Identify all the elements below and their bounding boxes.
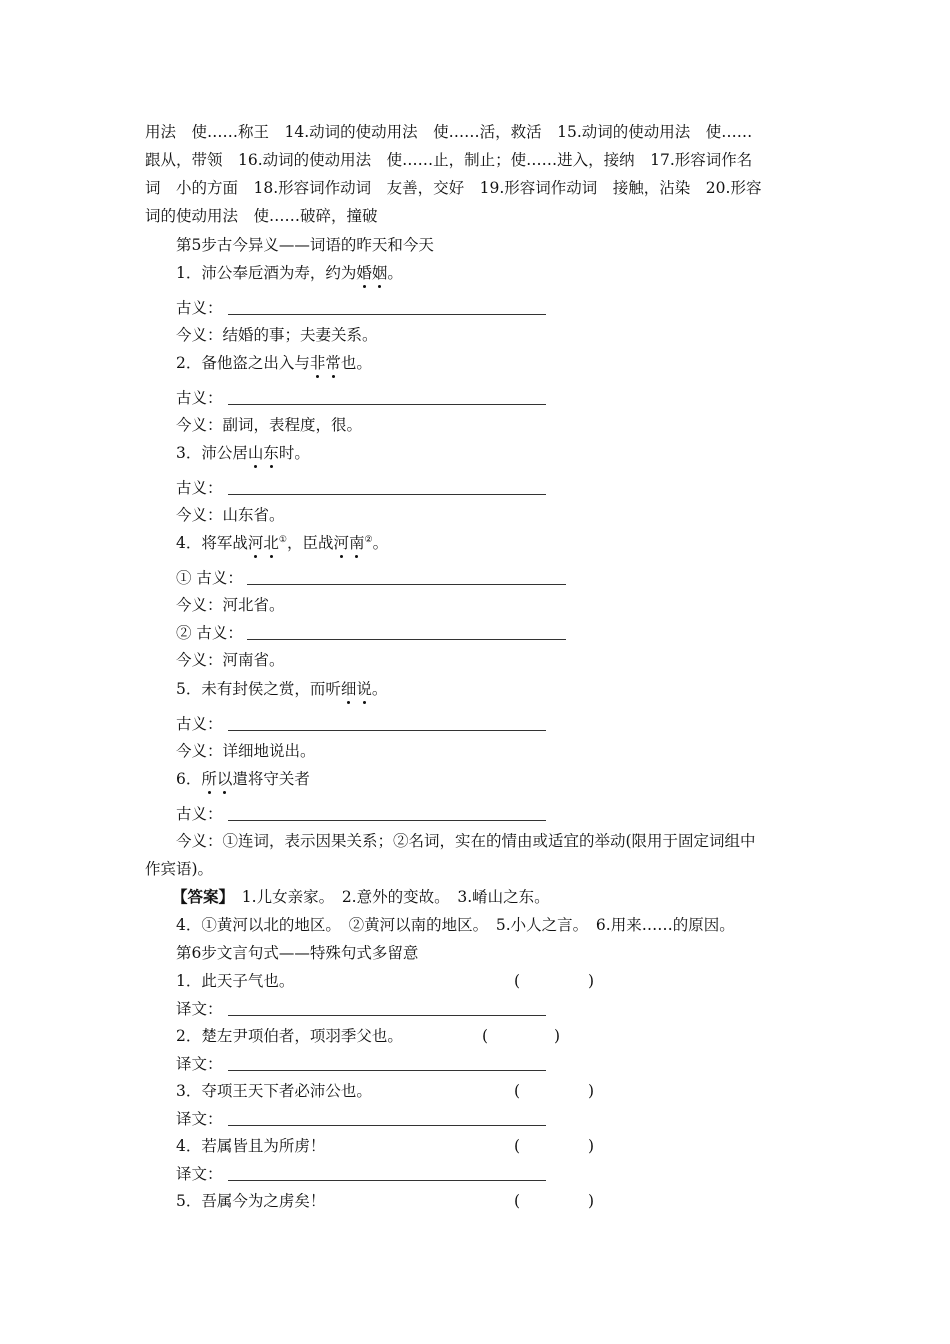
gu-label: 古义：	[176, 299, 223, 317]
answer-continued-line: 词 小的方面 18.形容词作动词 友善，交好 19.形容词作动词 接触，沾染 20.形容	[145, 179, 762, 197]
translation-label: 译文：	[176, 1110, 223, 1128]
step5-heading: 第5步古今异义——词语的昨天和今天	[176, 236, 434, 254]
jin-meaning-cont: 作宾语)。	[145, 860, 214, 878]
translation-blank[interactable]	[228, 1015, 546, 1016]
paren-left: (	[514, 972, 521, 990]
sentence-item: 3．夺项王天下者必沛公也。	[176, 1082, 372, 1100]
gu-label: ② 古义：	[176, 624, 243, 642]
answer-blank[interactable]	[228, 404, 546, 405]
step6-heading: 第6步文言句式——特殊句式多留意	[176, 944, 419, 962]
answer-blank[interactable]	[247, 584, 566, 585]
answer-continued-line: 跟从，带领 16.动词的使动用法 使……止，制止；使……进入，接纳 17.形容词作名	[145, 151, 753, 169]
translation-label: 译文：	[176, 1000, 223, 1018]
answer-blank[interactable]	[228, 820, 546, 821]
paren-right: )	[588, 1192, 595, 1210]
answer-continued-line: 用法 使……称王 14.动词的使动用法 使……活，救活 15.动词的使动用法 使……	[145, 123, 753, 141]
answer-line-2: 4．①黄河以北的地区。 ②黄河以南的地区。 5.小人之言。 6.用来……的原因。	[176, 916, 735, 934]
question-6: 6．所以遣将守关者	[176, 770, 310, 788]
paren-right: )	[588, 1137, 595, 1155]
paren-left: (	[482, 1027, 489, 1045]
sentence-item: 5．吾属今为之虏矣！	[176, 1192, 326, 1210]
translation-label: 译文：	[176, 1165, 223, 1183]
translation-blank[interactable]	[228, 1070, 546, 1071]
sentence-item: 2．楚左尹项伯者，项羽季父也。	[176, 1027, 403, 1045]
jin-meaning: 今义：副词，表程度，很。	[176, 416, 363, 434]
jin-meaning: 今义：山东省。	[176, 506, 285, 524]
gu-label: ① 古义：	[176, 569, 243, 587]
answer-line-1: 【答案】 1.儿女亲家。 2.意外的变故。 3.崤山之东。	[172, 887, 550, 906]
sentence-item: 1．此天子气也。	[176, 972, 295, 990]
answer-blank[interactable]	[228, 314, 546, 315]
sentence-item: 4．若属皆且为所虏！	[176, 1137, 326, 1155]
question-1: 1．沛公奉卮酒为寿，约为婚姻。	[176, 264, 403, 282]
paren-left: (	[514, 1137, 521, 1155]
translation-label: 译文：	[176, 1055, 223, 1073]
question-4: 4．将军战河北①，臣战河南②。	[176, 534, 389, 552]
translation-blank[interactable]	[228, 1180, 546, 1181]
gu-label: 古义：	[176, 715, 223, 733]
jin-meaning: 今义：结婚的事；夫妻关系。	[176, 326, 378, 344]
paren-right: )	[588, 1082, 595, 1100]
paren-left: (	[514, 1082, 521, 1100]
question-2: 2．备他盗之出入与非常也。	[176, 354, 372, 372]
question-3: 3．沛公居山东时。	[176, 444, 310, 462]
gu-label: 古义：	[176, 389, 223, 407]
jin-meaning: 今义：河南省。	[176, 651, 285, 669]
paren-left: (	[514, 1192, 521, 1210]
answer-blank[interactable]	[228, 730, 546, 731]
paren-right: )	[554, 1027, 561, 1045]
jin-meaning: 今义：①连词，表示因果关系；②名词，实在的情由或适宜的举动(限用于固定词组中	[176, 832, 756, 850]
answer-blank[interactable]	[247, 639, 566, 640]
gu-label: 古义：	[176, 805, 223, 823]
answer-blank[interactable]	[228, 494, 546, 495]
paren-right: )	[588, 972, 595, 990]
answer-continued-line: 词的使动用法 使……破碎，撞破	[145, 207, 378, 225]
translation-blank[interactable]	[228, 1125, 546, 1126]
jin-meaning: 今义：河北省。	[176, 596, 285, 614]
question-5: 5．未有封侯之赏，而听细说。	[176, 680, 388, 698]
gu-label: 古义：	[176, 479, 223, 497]
jin-meaning: 今义：详细地说出。	[176, 742, 316, 760]
